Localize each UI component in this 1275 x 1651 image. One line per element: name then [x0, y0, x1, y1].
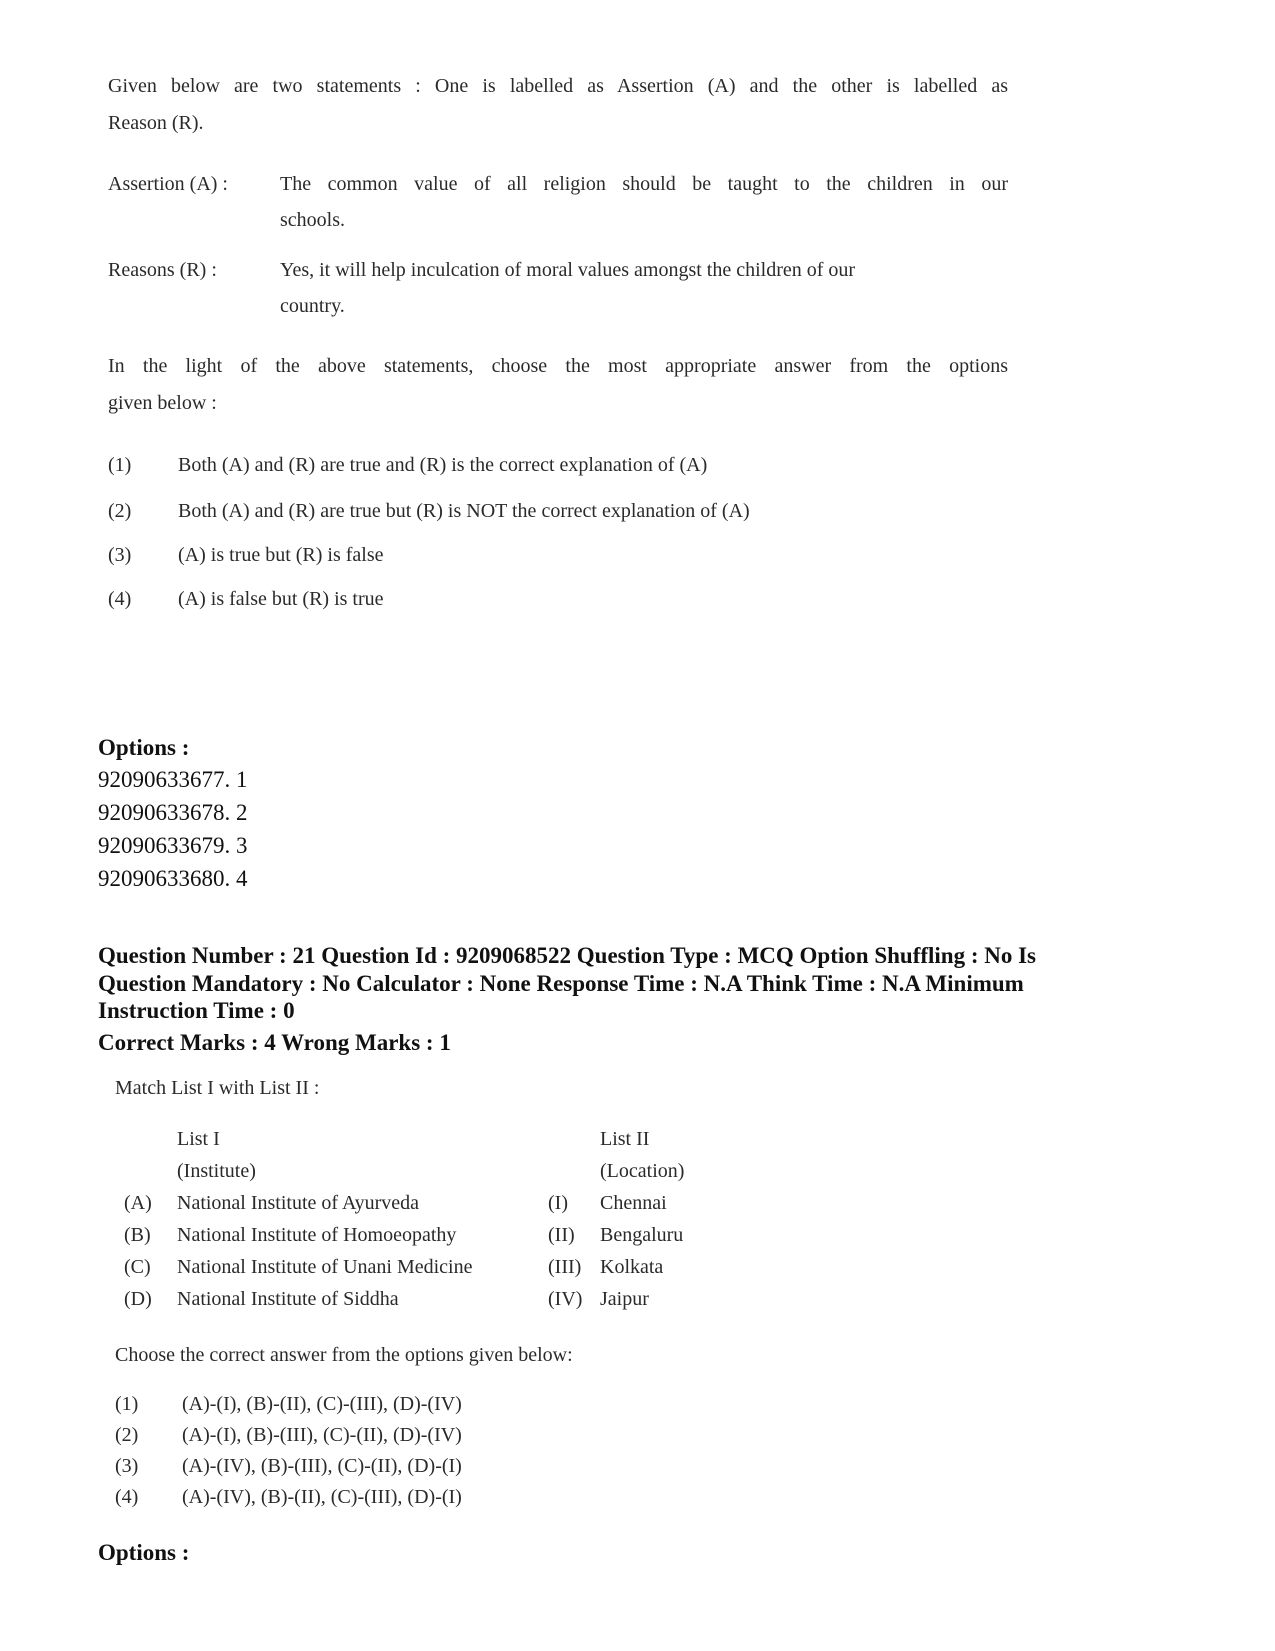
row-letter: (C): [124, 1256, 151, 1278]
list1-header: List I: [177, 1128, 220, 1150]
list2-header: List II: [600, 1128, 650, 1150]
institute-name: National Institute of Siddha: [177, 1288, 399, 1310]
question-metadata: [98, 942, 1108, 1025]
row-numeral: (IV): [548, 1288, 583, 1310]
reason-label: Reasons (R) :: [108, 259, 217, 281]
q1-choice-text: Both (A) and (R) are true and (R) is the correct explanation of (A): [178, 454, 708, 476]
options-heading: Options :: [98, 735, 190, 760]
row-letter: (D): [124, 1288, 152, 1310]
row-letter: (A): [124, 1192, 152, 1214]
location-name: Chennai: [600, 1192, 667, 1214]
question-metadata-line: Question Number : 21 Question Id : 9209068522 Question Type : MCQ Option Shuffling : No Is: [98, 943, 1037, 968]
q1-choice-text: (A) is true but (R) is false: [178, 544, 384, 566]
question-metadata-line: Question Mandatory : No Calculator : None Response Time : N.A Think Time : N.A Minimum: [98, 970, 1024, 996]
q2-choice-text: (A)-(I), (B)-(II), (C)-(III), (D)-(IV): [182, 1393, 462, 1415]
q2-choice-number: (3): [115, 1455, 139, 1477]
institute-name: National Institute of Unani Medicine: [177, 1256, 473, 1278]
q2-choice-number: (4): [115, 1486, 139, 1508]
institute-name: National Institute of Homoeopathy: [177, 1224, 457, 1246]
question-metadata-line: Instruction Time : 0: [98, 998, 295, 1023]
q1-choice-text: (A) is false but (R) is true: [178, 588, 384, 610]
marks-info: Correct Marks : 4 Wrong Marks : 1: [98, 1030, 451, 1055]
q2-choice-text: (A)-(IV), (B)-(III), (C)-(II), (D)-(I): [182, 1455, 462, 1477]
options-list: [98, 763, 248, 895]
q1-choice-number: (2): [108, 500, 132, 522]
q2-choice-text: (A)-(I), (B)-(III), (C)-(II), (D)-(IV): [182, 1424, 462, 1446]
option-item: 92090633680. 4: [98, 866, 248, 891]
q2-choice-text: (A)-(IV), (B)-(II), (C)-(III), (D)-(I): [182, 1486, 462, 1508]
reason-text-line1: Yes, it will help inculcation of moral values amongst the children of our: [280, 259, 856, 281]
location-name: Kolkata: [600, 1256, 664, 1278]
reason-text-line2: country.: [280, 295, 345, 317]
location-name: Jaipur: [600, 1288, 649, 1310]
q1-intro-line2: Reason (R).: [108, 112, 204, 134]
q1-instruction-line2: given below :: [108, 392, 217, 414]
list2-subheader: (Location): [600, 1160, 685, 1182]
q1-choice-text: Both (A) and (R) are true but (R) is NOT the correct explanation of (A): [178, 500, 750, 522]
assertion-text-line2: schools.: [280, 209, 345, 231]
options-heading: Options :: [98, 1540, 190, 1565]
q1-instruction-line1: In the light of the above statements, choose the most appropriate answer from the options: [108, 355, 1008, 377]
option-item: 92090633678. 2: [98, 800, 248, 825]
q2-prompt: Match List I with List II :: [115, 1077, 320, 1099]
row-numeral: (III): [548, 1256, 582, 1278]
q1-choice-number: (4): [108, 588, 132, 610]
q1-intro-line1: Given below are two statements : One is labelled as Assertion (A) and the other is labelled as: [108, 75, 1008, 97]
institute-name: National Institute of Ayurveda: [177, 1192, 419, 1214]
q2-choice-number: (1): [115, 1393, 139, 1415]
assertion-text-line1: The common value of all religion should be taught to the children in our: [280, 173, 1008, 195]
row-numeral: (I): [548, 1192, 568, 1214]
q2-choose-instruction: Choose the correct answer from the options given below:: [115, 1344, 573, 1366]
q1-choice-number: (3): [108, 544, 132, 566]
option-item: 92090633677. 1: [98, 767, 248, 792]
list1-subheader: (Institute): [177, 1160, 256, 1182]
row-letter: (B): [124, 1224, 151, 1246]
q1-choice-number: (1): [108, 454, 132, 476]
location-name: Bengaluru: [600, 1224, 684, 1246]
row-numeral: (II): [548, 1224, 575, 1246]
assertion-label: Assertion (A) :: [108, 173, 228, 195]
q2-choice-number: (2): [115, 1424, 139, 1446]
option-item: 92090633679. 3: [98, 833, 248, 858]
